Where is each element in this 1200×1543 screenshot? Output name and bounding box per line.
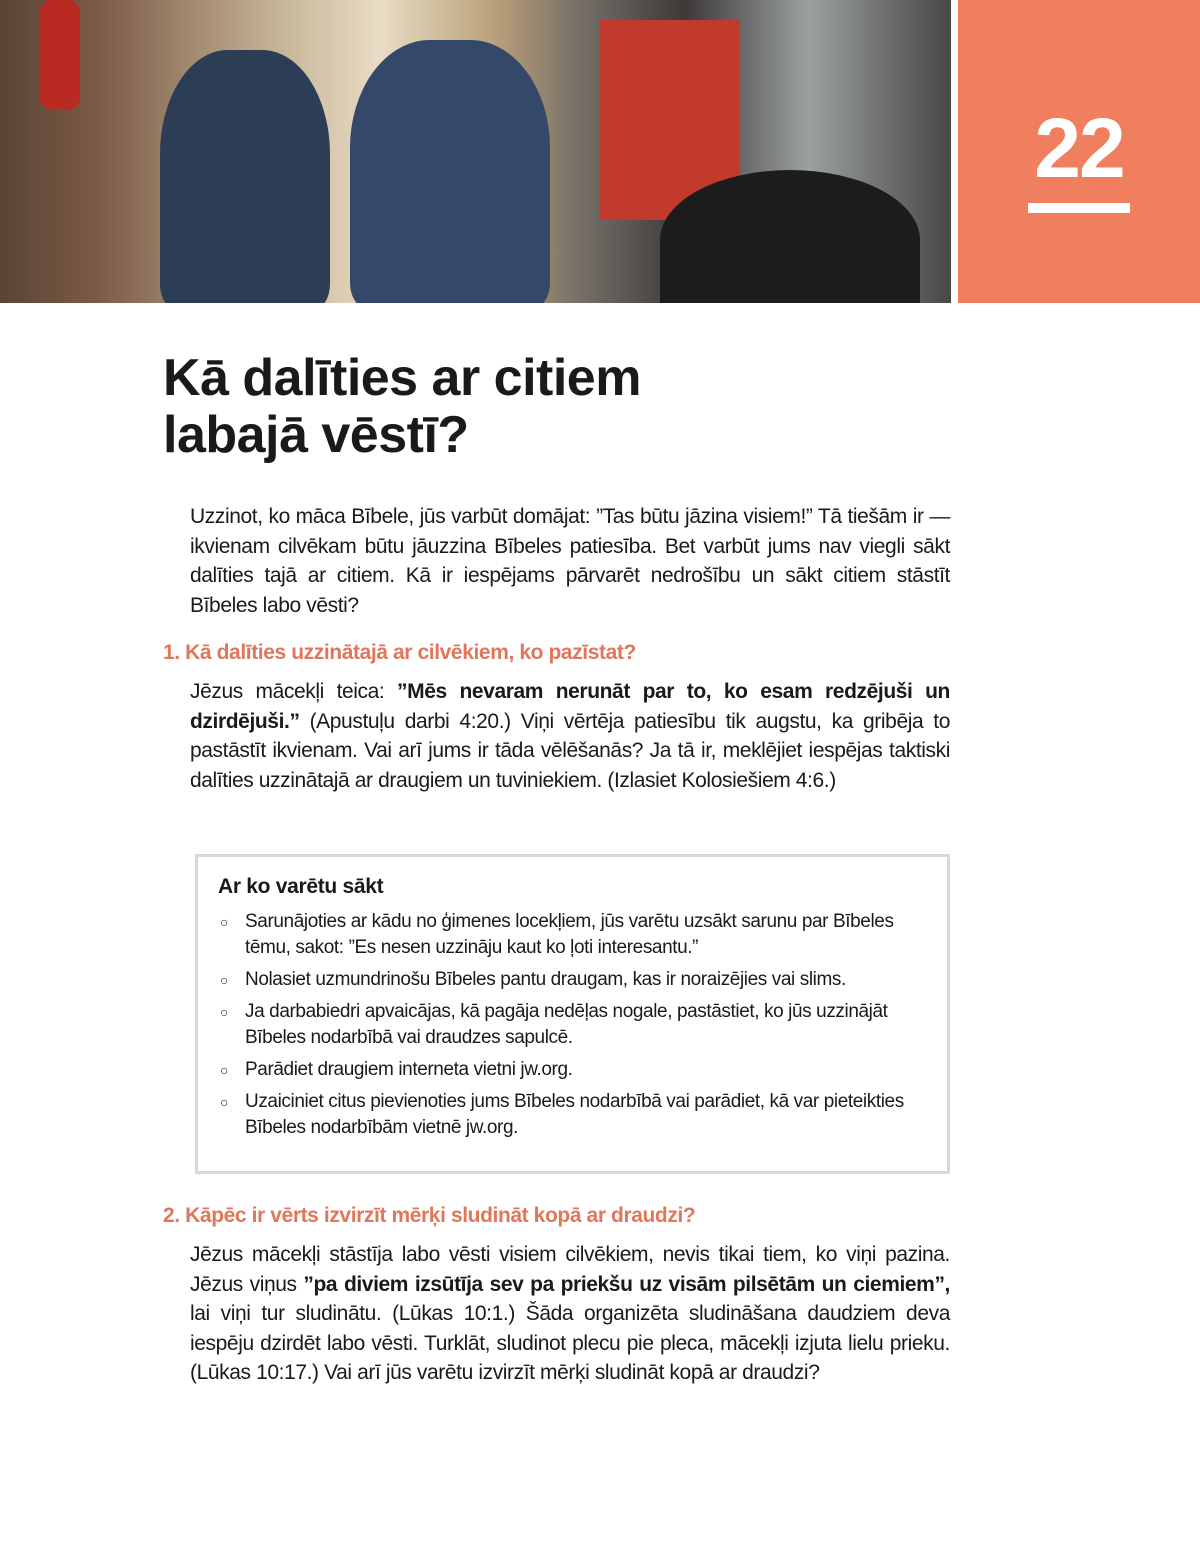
list-item-text: Sarunājoties ar kādu no ģimenes locekļiem, jūs varētu uzsākt sarunu par Bībeles tēmu, sakot: ”Es nesen uzzināju kaut ko ļoti interesantu.” bbox=[245, 911, 894, 958]
list-item bbox=[218, 1089, 927, 1141]
list-item-text: Nolasiet uzmundrinošu Bībeles pantu draugam, kas ir noraizējies vai slims. bbox=[245, 969, 846, 990]
title-line-1: Kā dalīties ar citiem bbox=[163, 349, 641, 407]
chapter-badge bbox=[958, 0, 1200, 303]
list-item bbox=[218, 1057, 927, 1083]
fire-extinguisher bbox=[40, 0, 80, 110]
list-item-text: Uzaiciniet citus pievienoties jums Bībeles nodarbībā vai parādiet, kā var pieteikties Bībeles nodarbībām vietnē jw.org. bbox=[245, 1091, 904, 1138]
tips-box bbox=[195, 854, 950, 1174]
tips-box-title: Ar ko varētu sākt bbox=[218, 875, 384, 898]
bible-quote: ”Mēs nevaram nerunāt par to, ko esam redzējuši un dzirdējuši.” bbox=[190, 680, 950, 733]
list-item-text: Parādiet draugiem interneta vietni jw.org. bbox=[245, 1059, 573, 1080]
list-item bbox=[218, 967, 927, 993]
text: lai viņi tur sludinātu. (Lūkas 10:1.) Šāda organizēta sludināšana daudziem deva iespēju dzirdēt labo vēsti. Turklāt, sludinot plecu pie pleca, mācekļi izjuta lielu prieku. (Lūkas 10:17.) Vai arī jūs varētu izvirzīt mērķi sludināt kopā ar draudzi? bbox=[190, 1302, 950, 1385]
list-item bbox=[218, 999, 927, 1051]
bullet-circle-icon: ○ bbox=[220, 972, 229, 988]
page-title bbox=[163, 350, 641, 464]
person-figure bbox=[160, 50, 330, 303]
bullet-circle-icon: ○ bbox=[220, 1094, 229, 1110]
section-1-paragraph bbox=[190, 677, 950, 795]
person-figure bbox=[350, 40, 550, 303]
text: (Apustuļu darbi 4:20.) Viņi vērtēja patiesību tik augstu, ka gribēja to pastāstīt ikvienam. Vai arī jums ir tāda vēlēšanās? Ja tā ir, meklējiet iespējas taktiski dalīties uzzinātajā ar draugiem un tuviniekiem. (Izlasiet Kolosiešiem 4:6.) bbox=[190, 709, 950, 792]
intro-paragraph: Uzzinot, ko māca Bībele, jūs varbūt domājat: ”Tas būtu jāzina visiem!” Tā tiešām ir — ikvienam cilvēkam būtu jāuzzina Bībeles patiesība. Bet varbūt jums nav viegli sākt dalīties tajā ar citiem. Kā ir iespējams pārvarēt nedrošību un sākt citiem stāstīt Bībeles labo vēsti? bbox=[190, 505, 950, 617]
bullet-circle-icon: ○ bbox=[220, 1004, 229, 1020]
section-2-heading: 2. Kāpēc ir vērts izvirzīt mērķi sludināt kopā ar draudzi? bbox=[163, 1204, 696, 1227]
list-item-text: Ja darbabiedri apvaicājas, kā pagāja nedēļas nogale, pastāstiet, ko jūs uzzinājāt Bībeles nodarbībā vai draudzes sapulcē. bbox=[245, 1001, 888, 1048]
title-line-2: labajā vēstī? bbox=[163, 406, 469, 464]
list-item bbox=[218, 909, 927, 961]
section-2-paragraph bbox=[190, 1240, 950, 1388]
bible-quote: ”pa diviem izsūtīja sev pa priekšu uz visām pilsētām un ciemiem”, bbox=[303, 1272, 950, 1296]
section-1-heading: 1. Kā dalīties uzzinātajā ar cilvēkiem, ko pazīstat? bbox=[163, 641, 636, 664]
bullet-circle-icon: ○ bbox=[220, 1062, 229, 1078]
text: Jēzus mācekļi stāstīja labo vēsti visiem cilvēkiem, nevis tikai tiem, ko viņi pazina. Jēzus viņus bbox=[190, 1243, 950, 1296]
motorcycle bbox=[660, 170, 920, 303]
chapter-underline bbox=[1028, 203, 1130, 213]
header-photo bbox=[0, 0, 951, 303]
chapter-number: 22 bbox=[1034, 101, 1124, 195]
text: Jēzus mācekļi teica: bbox=[190, 680, 398, 703]
bullet-circle-icon: ○ bbox=[220, 914, 229, 930]
